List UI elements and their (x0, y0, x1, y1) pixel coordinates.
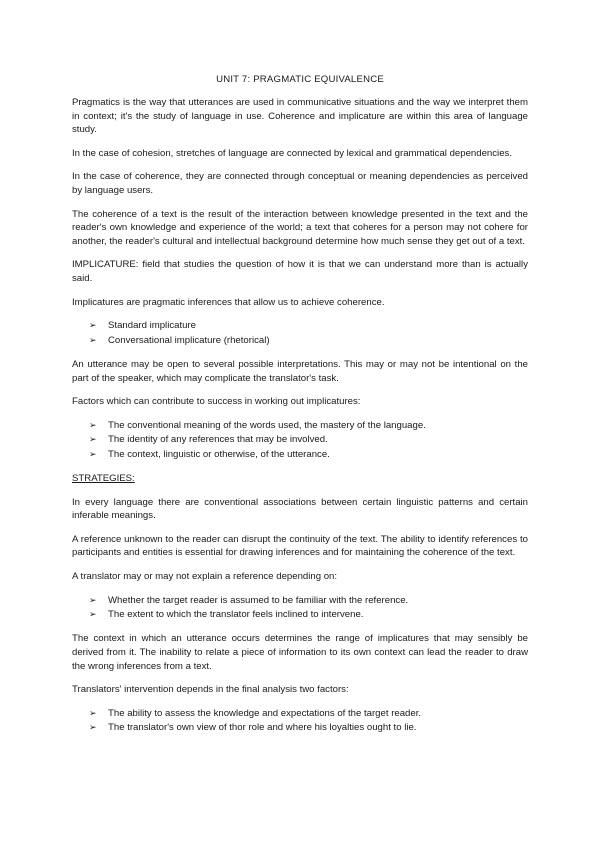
paragraph-context: The context in which an utterance occurs determines the range of implicatures that may sensibly be derived from it. The inability to relate a piece of information to its own context can lead the reader to draw the wrong inferences from a text. (72, 633, 528, 672)
list-item (89, 594, 528, 608)
paragraph-conventional-associations: In every language there are conventional associations between certain linguistic patterns and certain inferable meanings. (72, 496, 528, 522)
list-item (89, 721, 528, 735)
arrow-bullet-icon: ➢ (89, 723, 97, 734)
paragraph-intervention: Translators' intervention depends in the final analysis two factors: (72, 684, 349, 696)
implicature-types-list (72, 319, 528, 348)
list-item (89, 319, 528, 333)
list-item-text: The conventional meaning of the words used, the mastery of the language. (108, 419, 426, 431)
arrow-bullet-icon: ➢ (89, 449, 97, 460)
paragraph-implicatures: Implicatures are pragmatic inferences that allow us to achieve coherence. (72, 296, 385, 308)
paragraph-implicature-definition: IMPLICATURE: field that studies the question of how it is that we can understand more than is actually said. (72, 259, 528, 284)
paragraph-coherence: In the case of coherence, they are connected through conceptual or meaning dependencies as perceived by language users. (72, 171, 528, 196)
list-item (89, 419, 528, 433)
arrow-bullet-icon: ➢ (89, 335, 97, 346)
paragraph-interpretations: An utterance may be open to several possible interpretations. This may or may not be intentional on the part of the speaker, which may complicate the translator's task. (72, 358, 528, 384)
list-item (89, 707, 528, 721)
list-item (89, 608, 528, 622)
arrow-bullet-icon: ➢ (89, 708, 97, 719)
list-item (89, 448, 528, 462)
paragraph-cohesion: In the case of cohesion, stretches of language are connected by lexical and grammatical dependencies. (72, 147, 512, 159)
list-item-text: Standard implicature (108, 320, 196, 332)
paragraph-reference: A reference unknown to the reader can disrupt the continuity of the text. The ability to identify references to participants and entities is essential for drawing inferences and for maintaining the coherence of the text. (72, 533, 528, 559)
paragraph-explain-reference: A translator may or may not explain a reference depending on: (72, 570, 338, 582)
arrow-bullet-icon: ➢ (89, 609, 97, 620)
list-item-text: Whether the target reader is assumed to be familiar with the reference. (108, 594, 409, 606)
paragraph-pragmatics: Pragmatics is the way that utterances are used in communicative situations and the way we interpret them in context; it's the study of language in use. Coherence and implicature are within this area of language study. (72, 97, 528, 136)
paragraph-factors: Factors which can contribute to success in working out implicatures: (72, 396, 361, 408)
list-item-text: The extent to which the translator feels inclined to intervene. (108, 608, 364, 620)
arrow-bullet-icon: ➢ (89, 595, 97, 606)
strategies-heading: STRATEGIES: (72, 472, 135, 484)
arrow-bullet-icon: ➢ (89, 435, 97, 446)
list-item-text: Conversational implicature (rhetorical) (108, 334, 270, 346)
paragraph-text-coherence: The coherence of a text is the result of the interaction between knowledge presented in the text and the reader's own knowledge and experience of the world; a text that coheres for a person may not cohere for another, the reader's cultural and intellectual background determine how much sense they get out of a text. (72, 208, 528, 247)
list-item-text: The translator's own view of thor role and where his loyalties ought to lie. (108, 722, 417, 734)
factors-list (72, 419, 528, 462)
list-item-text: The context, linguistic or otherwise, of the utterance. (108, 448, 330, 460)
reference-conditions-list (72, 594, 528, 623)
arrow-bullet-icon: ➢ (89, 321, 97, 332)
list-item-text: The identity of any references that may be involved. (108, 434, 328, 446)
intervention-factors-list (72, 707, 528, 736)
arrow-bullet-icon: ➢ (89, 420, 97, 431)
list-item (89, 334, 528, 348)
list-item-text: The ability to assess the knowledge and expectations of the target reader. (108, 707, 422, 719)
page-title: UNIT 7: PRAGMATIC EQUIVALENCE (216, 74, 384, 85)
list-item (89, 433, 528, 447)
